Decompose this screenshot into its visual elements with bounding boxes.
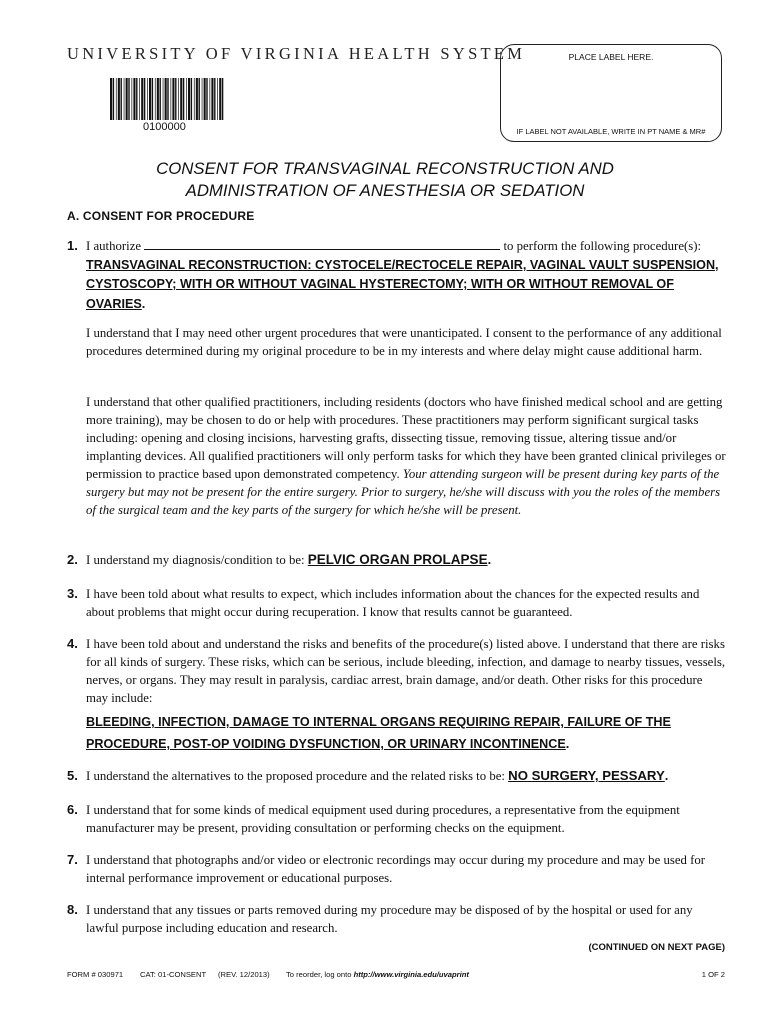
equipment-text: I understand that for some kinds of medical equipment used during procedures, a representative from the equipment manufacturer may be present, providing consultation or performing checks on the equipment. [86, 803, 680, 835]
alternatives-value: NO SURGERY, PESSARY [508, 768, 665, 783]
risks-list: BLEEDING, INFECTION, DAMAGE TO INTERNAL ORGANS REQUIRING REPAIR, FAILURE OF THE PROCEDURE, POST-OP VOIDING DYSFUNCTION, OR URINARY INCONTINENCE [86, 715, 671, 751]
title-line-2: ADMINISTRATION OF ANESTHESIA OR SEDATION [185, 181, 585, 200]
procedure-list: TRANSVAGINAL RECONSTRUCTION: CYSTOCELE/RECTOCELE REPAIR, VAGINAL VAULT SUSPENSION, CYSTOSCOPY; WITH OR WITHOUT VAGINAL HYSTERECTOMY; WITH OR WITHOUT REMOVAL OF OVARIES [86, 258, 719, 311]
label-box-fallback-note: IF LABEL NOT AVAILABLE, WRITE IN PT NAME & MR# [516, 127, 706, 136]
procedure-end: . [141, 296, 146, 311]
item-7 [67, 851, 727, 887]
item-2 [67, 551, 727, 569]
footer-reorder-text: To reorder, log onto [286, 970, 352, 979]
institution-name: UNIVERSITY OF VIRGINIA HEALTH SYSTEM [67, 44, 526, 63]
authorize-text: I authorize [86, 239, 142, 253]
document-title [0, 158, 770, 202]
results-text: I have been told about what results to expect, which includes information about the chances for the expected results and about problems that might occur during recuperation. I know that results cannot be guaranteed. [86, 587, 700, 619]
risks-end: . [565, 736, 570, 751]
alternatives-end: . [664, 768, 669, 783]
footer-reorder [286, 970, 469, 979]
item-number: 3. [67, 586, 78, 601]
diagnosis-value: PELVIC ORGAN PROLAPSE [307, 552, 488, 567]
section-a-heading: A. CONSENT FOR PROCEDURE [67, 209, 255, 223]
patient-label-box [500, 44, 722, 142]
item-number: 7. [67, 852, 78, 867]
urgent-procedures-paragraph: I understand that I may need other urgent procedures that were unanticipated. I consent to the performance of any additional procedures determined during my original procedure to be in my interests and where delay might cause additional harm. [86, 326, 722, 358]
barcode-number: 0100000 [143, 121, 186, 133]
practitioners-paragraph [86, 393, 726, 519]
authorize-text-end: to perform the following procedure(s): [503, 239, 702, 253]
item-number: 5. [67, 768, 78, 783]
footer-page-number: 1 OF 2 [701, 970, 725, 979]
label-box-instruction: PLACE LABEL HERE. [568, 52, 654, 62]
barcode-image [110, 78, 226, 120]
footer-revision: (REV. 12/2013) [218, 970, 270, 979]
item-8 [67, 901, 727, 937]
recordings-text: I understand that photographs and/or video or electronic recordings may occur during my procedure and may be used for internal performance improvement or educational purposes. [86, 853, 706, 885]
diagnosis-end: . [487, 552, 492, 567]
item-number: 4. [67, 636, 78, 651]
item-5 [67, 767, 727, 785]
alternatives-text: I understand the alternatives to the proposed procedure and the related risks to be: [86, 769, 505, 783]
physician-name-field[interactable] [144, 237, 500, 250]
diagnosis-text: I understand my diagnosis/condition to be: [86, 553, 305, 567]
item-number: 2. [67, 552, 78, 567]
item-number: 8. [67, 902, 78, 917]
item-number: 1. [67, 238, 78, 253]
item-6 [67, 801, 727, 837]
practitioners-text: I understand that other qualified practitioners, including residents (doctors who have finished medical school and are getting more training), may be chosen to do or help with procedures. These practitioners may perform significant surgical tasks including: opening and closing incisions, harvesting grafts, dissecting tissue, removing tissue, altering tissue and/or implanting devices. All qualified practitioners will only perform tasks for which they have been granted clinical privileges or permission to practice based upon demonstrated competency. [86, 395, 726, 481]
attending-surgeon-note: Your attending surgeon will be present during key parts of the surgery but may not be present for the entire surgery. Prior to surgery, he/she will discuss with you the roles of the members of the surgical team and the key parts of the surgery for which he/she will be present. [86, 467, 721, 517]
item-3 [67, 585, 727, 621]
item-number: 6. [67, 802, 78, 817]
footer-reorder-link[interactable]: http://www.virginia.edu/uvaprint [353, 970, 469, 979]
item-4 [67, 635, 727, 755]
title-line-1: CONSENT FOR TRANSVAGINAL RECONSTRUCTION AND [156, 159, 614, 178]
item-1 [67, 237, 727, 314]
footer-category: CAT: 01-CONSENT [140, 970, 207, 979]
continued-note: (CONTINUED ON NEXT PAGE) [588, 942, 725, 953]
risks-text: I have been told about and understand the risks and benefits of the procedure(s) listed above. I understand that there are risks for all kinds of surgery. These risks, which can be serious, include bleeding, infection, and damage to nearby tissues, vessels, nerves, or organs. They may result in paralysis, cardiac arrest, brain damage, and/or death. Other risks for this procedure may include: [86, 637, 726, 705]
tissues-text: I understand that any tissues or parts removed during my procedure may be disposed of by the hospital or used for any lawful purpose including education and research. [86, 903, 693, 935]
footer-form-number: FORM # 030971 [67, 970, 124, 979]
